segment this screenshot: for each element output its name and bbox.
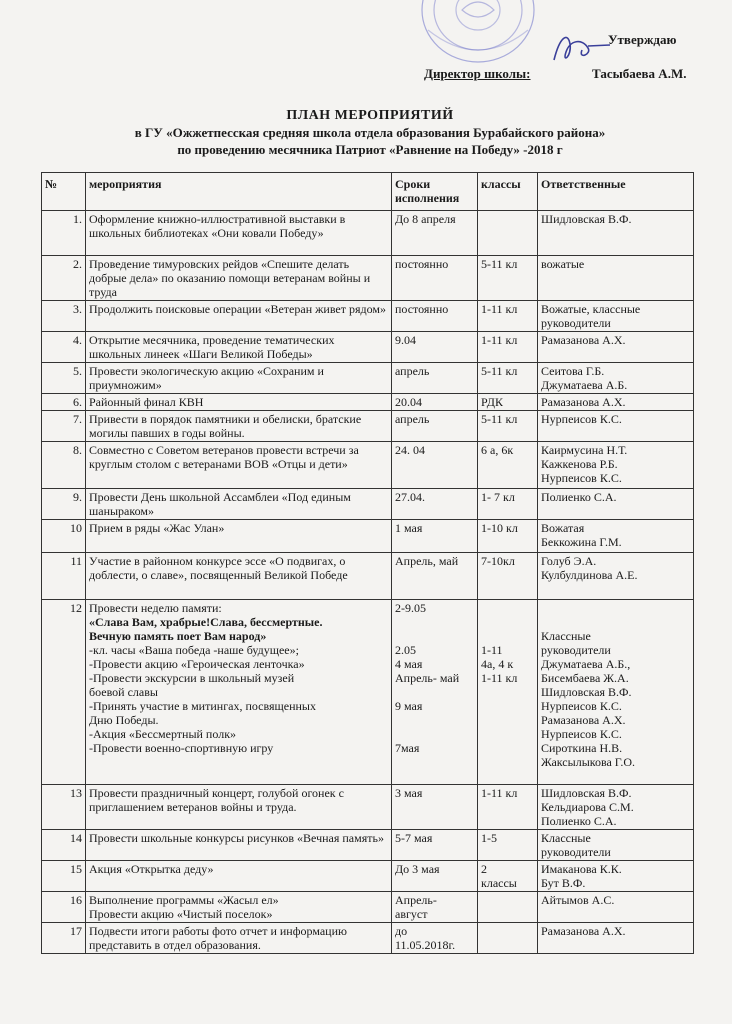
date-line: 4 мая	[395, 657, 423, 671]
dates-cell: 27.04.	[392, 489, 478, 520]
table-row	[42, 861, 694, 892]
date-line: 9 мая	[395, 699, 423, 713]
dates-cell: 3 мая	[392, 785, 478, 830]
classes-cell	[478, 892, 538, 923]
dates-cell: апрель	[392, 363, 478, 394]
responsible-cell	[538, 600, 694, 785]
dates-cell: 24. 04	[392, 442, 478, 489]
row-number: 13	[42, 785, 86, 830]
responsible-line: Рамазанова А.Х.	[541, 713, 626, 727]
event-line: Вечную память поет Вам народ»	[89, 629, 267, 643]
events-plan-table	[41, 172, 694, 954]
date-line	[395, 685, 474, 699]
classes-cell: 1-10 кл	[478, 520, 538, 553]
row-number: 9.	[42, 489, 86, 520]
row-number: 2.	[42, 256, 86, 301]
date-line: Апрель- май	[395, 671, 460, 685]
classes-cell: 5-11 кл	[478, 411, 538, 442]
header-event: мероприятия	[86, 173, 392, 211]
responsible-line	[541, 601, 690, 615]
dates-cell: постоянно	[392, 256, 478, 301]
responsible-line: Джуматаева А.Б.,	[541, 657, 631, 671]
event-line: Дню Победы.	[89, 713, 159, 727]
dates-cell: 1 мая	[392, 520, 478, 553]
table-row	[42, 442, 694, 489]
responsible-cell: Каирмусина Н.Т. Кажкенова Р.Б. Нурпеисов К.С.	[538, 442, 694, 489]
event-cell: Прием в ряды «Жас Улан»	[86, 520, 392, 553]
plan-title-block	[60, 108, 680, 158]
table-body	[42, 211, 694, 954]
dates-cell: постоянно	[392, 301, 478, 332]
table-row	[42, 211, 694, 256]
event-cell	[86, 600, 392, 785]
row-number: 3.	[42, 301, 86, 332]
classes-cell: 1-11 кл	[478, 785, 538, 830]
classes-cell	[478, 211, 538, 256]
dates-cell: Апрель, май	[392, 553, 478, 600]
date-line: 2.05	[395, 643, 416, 657]
event-line: Провести неделю памяти:	[89, 601, 222, 615]
classes-line	[481, 601, 534, 615]
classes-line	[481, 615, 534, 629]
date-line	[395, 713, 474, 727]
event-cell: Районный финал КВН	[86, 394, 392, 411]
responsible-cell: Полиенко С.А.	[538, 489, 694, 520]
responsible-cell: Шидловская В.Ф. Кельдиарова С.М. Полиенко С.А.	[538, 785, 694, 830]
classes-cell: 1-11 кл	[478, 332, 538, 363]
responsible-cell: Рамазанова А.Х.	[538, 923, 694, 954]
event-cell: Оформление книжно-иллюстративной выставки в школьных библиотеках «Они ковали Победу»	[86, 211, 392, 256]
table-row	[42, 301, 694, 332]
dates-cell: до 11.05.2018г.	[392, 923, 478, 954]
responsible-cell: Вожатая Беккожина Г.М.	[538, 520, 694, 553]
event-cell: Открытие месячника, проведение тематических школьных линеек «Шаги Великой Победы»	[86, 332, 392, 363]
header-num: №	[42, 173, 86, 211]
classes-line	[481, 685, 534, 699]
table-row	[42, 600, 694, 785]
classes-line	[481, 713, 534, 727]
responsible-line: Сироткина Н.В.	[541, 741, 623, 755]
official-stamp-seal	[418, 0, 538, 70]
table-row	[42, 553, 694, 600]
responsible-cell: Рамазанова А.Х.	[538, 332, 694, 363]
plan-subtitle-school: в ГУ «Ожжетпесская средняя школа отдела образования Бурабайского района»	[134, 125, 606, 140]
row-number: 12	[42, 600, 86, 785]
event-line: боевой славы	[89, 685, 158, 699]
event-cell: Привести в порядок памятники и обелиски, братские могилы павших в годы войны.	[86, 411, 392, 442]
classes-cell: 1-5	[478, 830, 538, 861]
classes-cell: 1-11 кл	[478, 301, 538, 332]
dates-cell: До 3 мая	[392, 861, 478, 892]
classes-cell	[478, 600, 538, 785]
responsible-line: руководители	[541, 643, 611, 657]
dates-cell: До 8 апреля	[392, 211, 478, 256]
row-number: 7.	[42, 411, 86, 442]
classes-cell: 6 а, 6к	[478, 442, 538, 489]
classes-line	[481, 629, 534, 643]
responsible-cell: Нурпеисов К.С.	[538, 411, 694, 442]
row-number: 15	[42, 861, 86, 892]
classes-line	[481, 741, 534, 755]
table-header-row	[42, 173, 694, 211]
classes-cell: 5-11 кл	[478, 363, 538, 394]
header-dates: Сроки исполнения	[392, 173, 478, 211]
event-cell: Провести экологическую акцию «Сохраним и приумножим»	[86, 363, 392, 394]
responsible-cell: Вожатые, классные руководители	[538, 301, 694, 332]
date-line	[395, 727, 474, 741]
approve-title: Утверждаю	[608, 32, 677, 47]
event-line: -Акция «Бессмертный полк»	[89, 727, 237, 741]
row-number: 1.	[42, 211, 86, 256]
dates-cell: 5-7 мая	[392, 830, 478, 861]
header-classes: классы	[478, 173, 538, 211]
event-cell: Провести День школьной Ассамблеи «Под единым шаныраком»	[86, 489, 392, 520]
dates-cell: апрель	[392, 411, 478, 442]
classes-cell	[478, 923, 538, 954]
table-row	[42, 489, 694, 520]
classes-line: 1-11	[481, 643, 503, 657]
responsible-line: Классные	[541, 629, 591, 643]
dates-cell: Апрель- август	[392, 892, 478, 923]
classes-line: 4а, 4 к	[481, 657, 514, 671]
row-number: 8.	[42, 442, 86, 489]
date-line: 7мая	[395, 741, 420, 755]
responsible-line: Жаксылыкова Г.О.	[541, 755, 636, 769]
table-row	[42, 394, 694, 411]
row-number: 5.	[42, 363, 86, 394]
table-row	[42, 892, 694, 923]
date-line: 2-9.05	[395, 601, 426, 615]
event-cell: Продолжить поисковые операции «Ветеран живет рядом»	[86, 301, 392, 332]
responsible-cell: вожатые	[538, 256, 694, 301]
row-number: 6.	[42, 394, 86, 411]
responsible-cell: Классные руководители	[538, 830, 694, 861]
classes-line	[481, 699, 534, 713]
responsible-line: Бисембаева Ж.А.	[541, 671, 629, 685]
table-row	[42, 830, 694, 861]
table-row	[42, 923, 694, 954]
row-number: 16	[42, 892, 86, 923]
dates-cell: 9.04	[392, 332, 478, 363]
row-number: 11	[42, 553, 86, 600]
classes-line	[481, 727, 534, 741]
date-line	[395, 629, 474, 643]
row-number: 17	[42, 923, 86, 954]
event-cell: Участие в районном конкурсе эссе «О подвигах, о доблести, о славе», посвященный Великой Победе	[86, 553, 392, 600]
dates-cell: 20.04	[392, 394, 478, 411]
table-row	[42, 520, 694, 553]
plan-subtitle-event: по проведению месячника Патриот «Равнение на Победу» -2018 г	[177, 142, 563, 157]
responsible-cell: Имаканова К.К. Бут В.Ф.	[538, 861, 694, 892]
responsible-line	[541, 615, 690, 629]
responsible-cell: Айтымов А.С.	[538, 892, 694, 923]
event-line: -кл. часы «Ваша победа -наше будущее»;	[89, 643, 299, 657]
dates-cell	[392, 600, 478, 785]
responsible-cell: Рамазанова А.Х.	[538, 394, 694, 411]
table-row	[42, 785, 694, 830]
classes-cell: 1- 7 кл	[478, 489, 538, 520]
table-row	[42, 332, 694, 363]
date-line	[395, 615, 474, 629]
responsible-line: Шидловская В.Ф.	[541, 685, 632, 699]
row-number: 4.	[42, 332, 86, 363]
event-cell: Проведение тимуровских рейдов «Спешите делать добрые дела» по оказанию помощи ветеранам войны и труда	[86, 256, 392, 301]
event-cell: Совместно с Советом ветеранов провести встречи за круглым столом с ветеранами ВОВ «Отцы и дети»	[86, 442, 392, 489]
table-row	[42, 411, 694, 442]
classes-cell: 7-10кл	[478, 553, 538, 600]
event-line: -Провести экскурсии в школьный музей	[89, 671, 295, 685]
row-number: 10	[42, 520, 86, 553]
responsible-cell: Голуб Э.А. Кулбулдинова А.Е.	[538, 553, 694, 600]
event-cell: Подвести итоги работы фото отчет и информацию представить в отдел образования.	[86, 923, 392, 954]
event-line: -Провести акцию «Героическая ленточка»	[89, 657, 305, 671]
director-name: Тасыбаева А.М.	[592, 66, 687, 81]
responsible-line: Нурпеисов К.С.	[541, 727, 622, 741]
classes-line: 1-11 кл	[481, 671, 518, 685]
classes-cell: РДК	[478, 394, 538, 411]
event-cell: Провести праздничный концерт, голубой огонек с приглашением ветеранов войны и труда.	[86, 785, 392, 830]
event-cell: Выполнение программы «Жасыл ел» Провести акцию «Чистый поселок»	[86, 892, 392, 923]
event-line: -Принять участие в митингах, посвященных	[89, 699, 316, 713]
event-cell: Провести школьные конкурсы рисунков «Вечная память»	[86, 830, 392, 861]
responsible-cell: Сеитова Г.Б. Джуматаева А.Б.	[538, 363, 694, 394]
plan-title: ПЛАН МЕРОПРИЯТИЙ	[286, 108, 454, 123]
responsible-line: Нурпеисов К.С.	[541, 699, 622, 713]
event-line: -Провести военно-спортивную игру	[89, 741, 274, 755]
event-line: «Слава Вам, храбрые!Слава, бессмертные.	[89, 615, 323, 629]
responsible-cell: Шидловская В.Ф.	[538, 211, 694, 256]
event-cell: Акция «Открытка деду»	[86, 861, 392, 892]
director-label: Директор школы:	[424, 66, 531, 81]
row-number: 14	[42, 830, 86, 861]
classes-cell: 2 классы	[478, 861, 538, 892]
header-responsible: Ответственные	[538, 173, 694, 211]
classes-cell: 5-11 кл	[478, 256, 538, 301]
table-row	[42, 363, 694, 394]
table-row	[42, 256, 694, 301]
